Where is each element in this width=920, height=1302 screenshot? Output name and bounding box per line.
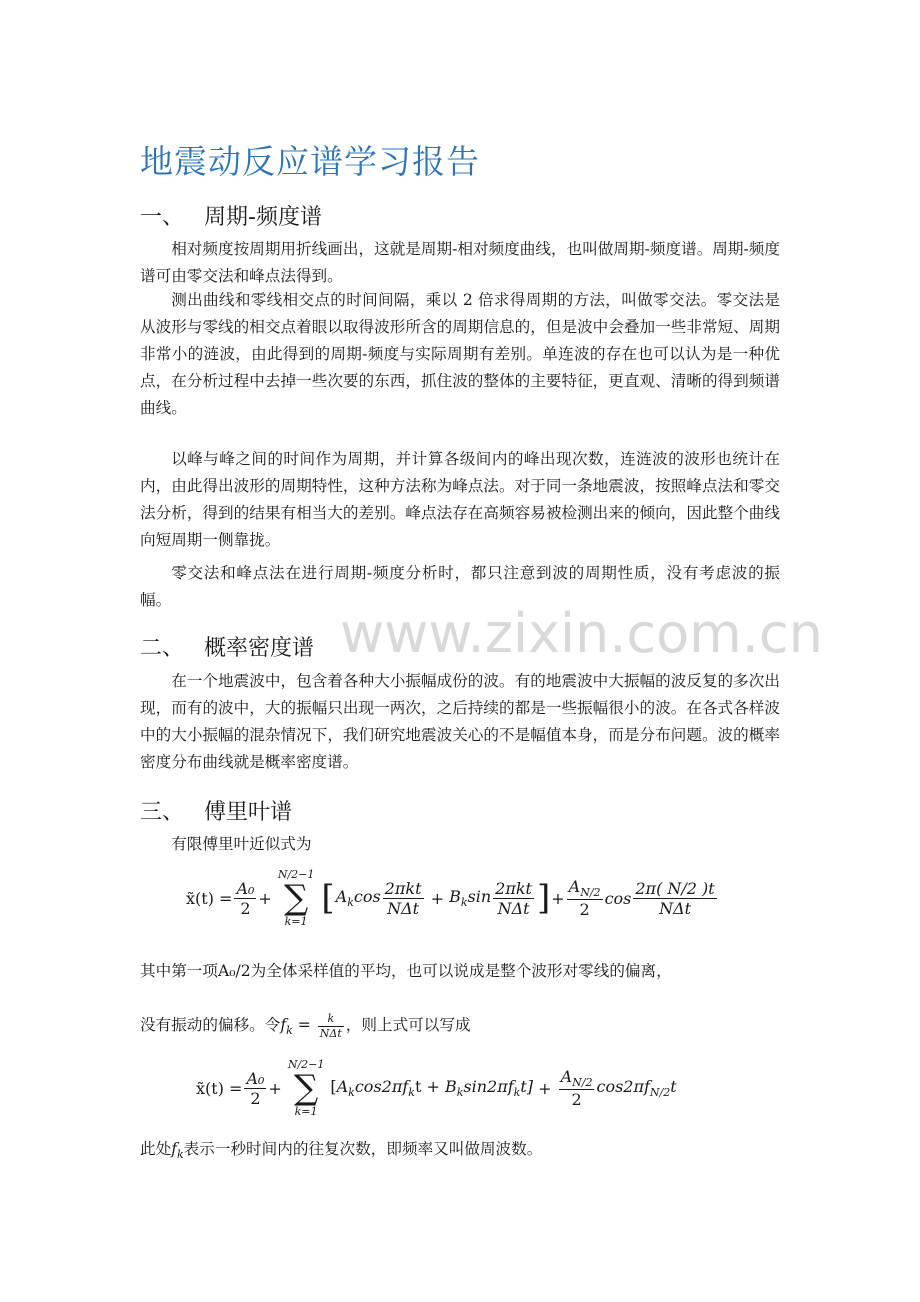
- fraction-argument: $\frac{\text{2πkt}}{\text{NΔt}}$: [495, 878, 532, 918]
- fraction-last: $\frac{2\pi( N/2 )t}{\text{NΔt}}$: [635, 878, 715, 918]
- fourier-formula-2: x̃(t) = $\frac{\text{A₀}}{2}$ + N/2−1 ∑ k=1 $[A_k\cos 2\pi f_kt + B_k\sin 2\pi f_kt]$ + $\frac{A_{N/2}}{2}$ $\cos 2\pi f_{N/2}t$: [196, 1058, 677, 1119]
- section-heading-1: [140, 200, 322, 231]
- inline-fraction: $\frac{k}{\text{NΔt}}$: [319, 1012, 342, 1040]
- paragraph: 测出曲线和零线相交点的时间间隔，乘以 2 倍求得周期的方法，叫做零交法。零交法是从波形与零线的相交点着眼以取得波形所含的周期信息的，但是波中会叠加一些非常短、周期非常小的涟波，由此得到的周期-频度与实际周期有差别。单连波的存在也可以认为是一种优点，在分析过程中去掉一些次要的东西，抓住波的整体的主要特征，更直观、清晰的得到频谱曲线。: [140, 291, 780, 417]
- section-title: 傅里叶谱: [204, 800, 293, 825]
- formula-lhs: x̃(t) =: [196, 1078, 243, 1098]
- fraction-an2: $\frac{A_{N/2}}{2}$: [568, 876, 601, 920]
- section-number: 一、: [140, 205, 185, 230]
- paragraph: 相对频度按周期用折线画出，这就是周期-相对频度曲线，也叫做周期-频度谱。周期-频度谱可由零交法和峰点法得到。: [140, 240, 780, 285]
- paragraph: 在一个地震波中，包含着各种大小振幅成份的波。有的地震波中大振幅的波反复的多次出现，而有的波中，大的振幅只出现一两次，之后持续的都是一些振幅很小的波。在各式各样波中的大小振幅的混杂情况下，我们研究地震波关心的不是幅值本身，而是分布问题。波的概率密度分布曲线就是概率密度谱。: [140, 672, 780, 771]
- section-heading-3: [140, 795, 292, 826]
- document-title: 地震动反应谱学习报告: [140, 142, 480, 181]
- summation: N/2−1 ∑ k=1: [277, 868, 315, 929]
- fourier-formula-1: x̃(t) = $\frac{\text{A₀}}{2}$ + N/2−1 ∑ k=1 [ $A_k\cos$ $\frac{\text{2πkt}}{\text{NΔt}}$ + $B_k\sin$ $\frac{\text{2πkt}}{\text{NΔt}}$ ] + $\frac{A_{N/2}}{2}$ cos $\frac{2\pi( N/2 )t}{\text{NΔt}}$: [186, 868, 715, 929]
- paragraph: 以峰与峰之间的时间作为周期，并计算各级间内的峰出现次数，连涟波的波形也统计在内，由此得出波形的周期特性，这种方法称为峰点法。对于同一条地震波，按照峰点法和零交法分析，得到的结果有相当大的差别。峰点法存在高频容易被检测出来的倾向，因此整个曲线向短周期一侧靠拢。: [140, 450, 780, 549]
- section-title: 概率密度谱: [204, 636, 315, 661]
- formula-lhs: x̃(t) =: [186, 888, 233, 908]
- summation: N/2−1 ∑ k=1: [287, 1058, 325, 1119]
- explanation-line: 没有振动的偏移。令$f_k$ = $\frac{k}{\text{NΔt}}$ ，则上式可以写成: [140, 1012, 471, 1040]
- paragraph: 有限傅里叶近似式为: [171, 835, 312, 853]
- watermark: www.zixin.com.cn: [340, 602, 823, 665]
- section-number: 二、: [140, 636, 185, 661]
- fraction-an2: $\frac{A_{N/2}}{2}$: [560, 1066, 593, 1110]
- explanation-line: 此处$f_k$表示一秒时间内的往复次数，即频率又叫做周波数。: [140, 1140, 543, 1162]
- section-title: 周期-频度谱: [204, 205, 322, 230]
- section-number: 三、: [140, 800, 185, 825]
- fraction-a0: $\frac{\text{A₀}}{2}$: [236, 878, 255, 918]
- paragraph: 零交法和峰点法在进行周期-频度分析时，都只注意到波的周期性质，没有考虑波的振幅。: [140, 564, 780, 609]
- fraction-argument: $\frac{\text{2πkt}}{\text{NΔt}}$: [384, 878, 422, 918]
- section-heading-2: [140, 631, 314, 662]
- explanation-line: 其中第一项A₀/2为全体采样值的平均，也可以说成是整个波形对零线的偏离，: [140, 962, 672, 980]
- inline-math: A₀/2: [217, 962, 251, 980]
- fraction-a0: $\frac{\text{A₀}}{2}$: [246, 1068, 265, 1108]
